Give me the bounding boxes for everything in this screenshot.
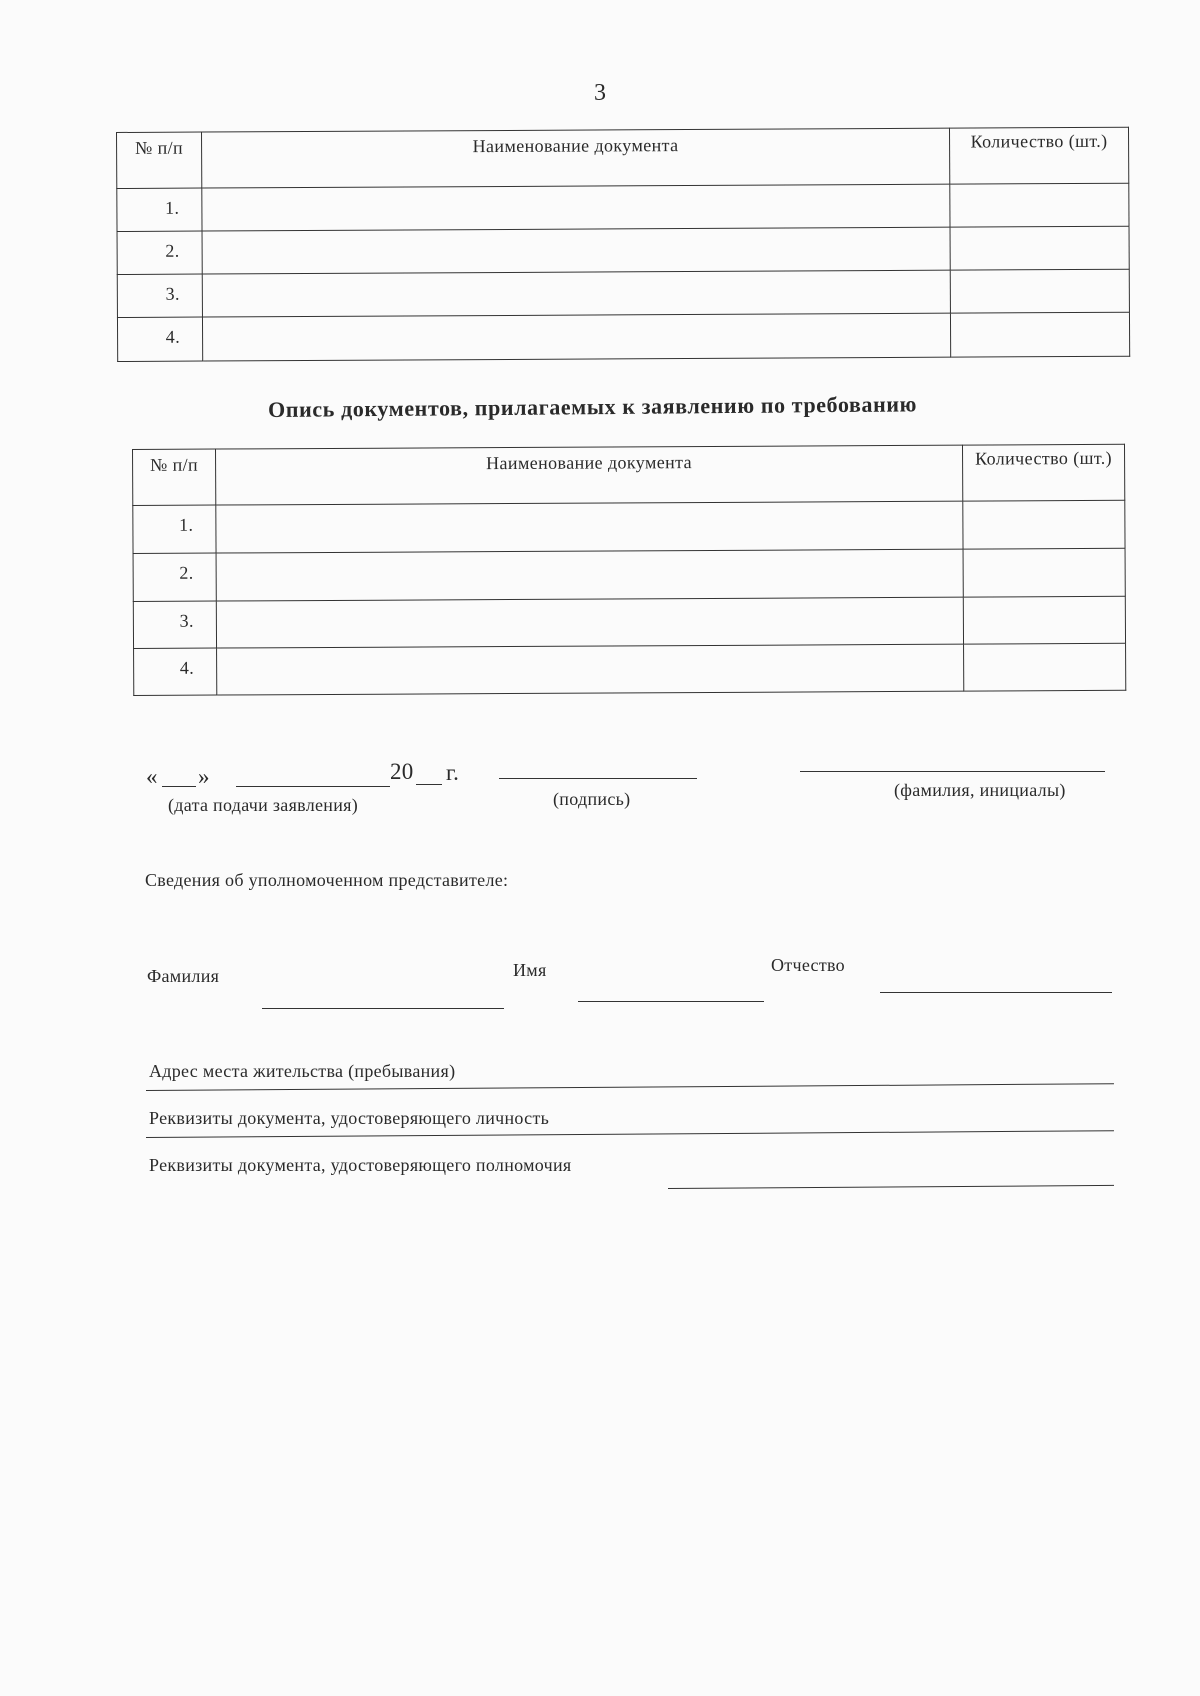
patronymic-label: Отчество <box>771 955 845 975</box>
header-document-name: Наименование документа <box>202 128 950 188</box>
row-quantity-field[interactable] <box>950 269 1129 313</box>
row-document-name-field[interactable] <box>202 184 950 231</box>
authority-doc-field[interactable] <box>668 1185 1114 1189</box>
date-caption: (дата подачи заявления) <box>168 795 359 815</box>
id-doc-label: Реквизиты документа, удостоверяющего личность <box>149 1108 550 1128</box>
row-quantity-field[interactable] <box>963 596 1125 644</box>
table-row <box>134 643 1126 695</box>
first-name-field[interactable] <box>578 1001 764 1002</box>
table-row <box>133 596 1125 648</box>
row-number: 4. <box>134 648 217 695</box>
signature-field[interactable] <box>499 778 697 779</box>
table-row <box>117 183 1129 231</box>
table-row <box>133 500 1125 553</box>
row-number: 4. <box>117 317 202 361</box>
year-field[interactable] <box>416 784 442 785</box>
id-doc-field[interactable] <box>146 1130 1114 1138</box>
page-number: 3 <box>594 80 606 106</box>
row-number: 2. <box>133 553 216 601</box>
year-prefix: 20 <box>390 759 414 784</box>
row-quantity-field[interactable] <box>950 183 1129 227</box>
table-row <box>117 226 1129 274</box>
day-field[interactable] <box>162 786 196 787</box>
row-document-name-field[interactable] <box>202 270 950 317</box>
table-header-row <box>117 127 1129 188</box>
row-number: 3. <box>133 601 216 648</box>
patronymic-field[interactable] <box>880 992 1112 993</box>
row-quantity-field[interactable] <box>963 548 1125 597</box>
date-open-quote: « <box>146 764 158 789</box>
representative-heading: Сведения об уполномоченном представителе: <box>145 870 509 890</box>
header-quantity: Количество (шт.) <box>949 127 1128 184</box>
row-document-name-field[interactable] <box>202 313 950 361</box>
row-number: 1. <box>133 505 216 553</box>
address-field[interactable] <box>146 1083 1114 1091</box>
surname-field[interactable] <box>262 1008 504 1009</box>
name-initials-field[interactable] <box>800 771 1105 772</box>
section-title: Опись документов, прилагаемых к заявлению по требованию <box>268 391 918 422</box>
header-num: № п/п <box>117 132 202 188</box>
header-document-name: Наименование документа <box>216 445 963 505</box>
row-number: 3. <box>117 274 202 317</box>
signature-caption: (подпись) <box>553 789 631 809</box>
table-row <box>117 269 1129 317</box>
documents-table-2 <box>132 444 1126 696</box>
header-quantity: Количество (шт.) <box>962 444 1124 501</box>
table-row <box>117 312 1129 361</box>
name-caption: (фамилия, инициалы) <box>894 780 1066 800</box>
row-document-name-field[interactable] <box>216 501 963 553</box>
table-row <box>133 548 1125 601</box>
address-label: Адрес места жительства (пребывания) <box>149 1061 456 1081</box>
row-document-name-field[interactable] <box>202 227 950 274</box>
year-suffix: г. <box>446 760 460 785</box>
row-document-name-field[interactable] <box>216 549 963 601</box>
row-quantity-field[interactable] <box>964 643 1126 691</box>
row-number: 1. <box>117 188 202 231</box>
row-quantity-field[interactable] <box>950 312 1129 357</box>
authority-doc-label: Реквизиты документа, удостоверяющего полномочия <box>149 1155 572 1175</box>
header-num: № п/п <box>133 449 216 505</box>
row-document-name-field[interactable] <box>217 644 964 695</box>
documents-table-1 <box>116 127 1130 362</box>
table-header-row <box>133 444 1125 505</box>
row-number: 2. <box>117 231 202 274</box>
date-close-quote: » <box>198 764 210 789</box>
row-document-name-field[interactable] <box>216 597 963 648</box>
row-quantity-field[interactable] <box>963 500 1125 549</box>
surname-label: Фамилия <box>147 966 220 986</box>
month-field[interactable] <box>236 786 390 787</box>
name-label: Имя <box>513 960 547 980</box>
row-quantity-field[interactable] <box>950 226 1129 270</box>
